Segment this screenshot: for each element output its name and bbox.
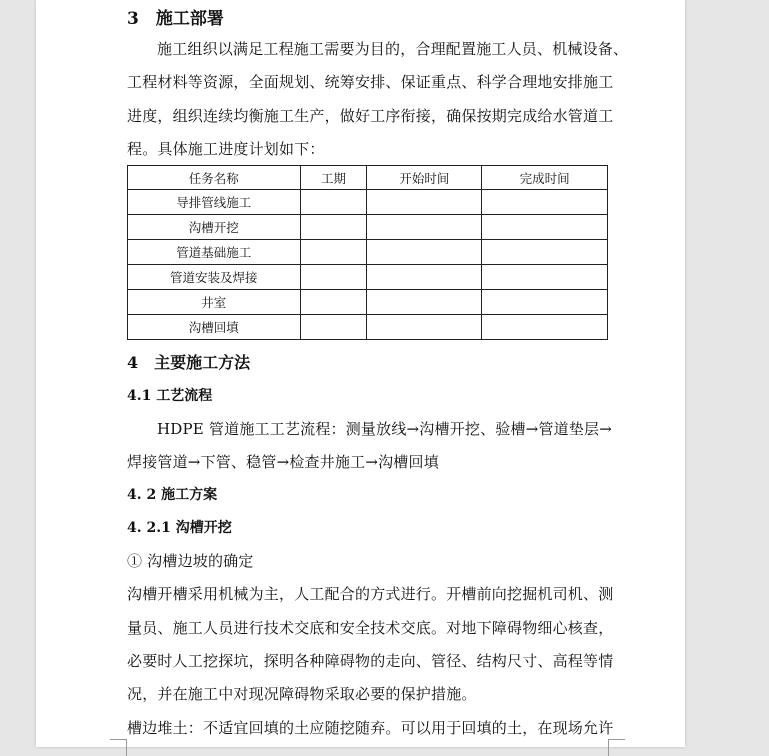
crop-mark-bottom-left xyxy=(110,739,127,756)
table-header-row xyxy=(128,166,608,190)
section-4-2-1-heading: 4. 2.1 沟槽开挖 xyxy=(127,520,232,536)
document-page xyxy=(36,0,685,747)
section-4-2-1-para-line-4: 况，并在施工中对现况障碍物采取必要的保护措施。 xyxy=(127,685,477,703)
schedule-table xyxy=(127,165,608,340)
end-time-cell xyxy=(482,215,608,240)
section-4-1-heading: 4.1 工艺流程 xyxy=(127,388,213,404)
end-time-cell xyxy=(482,290,608,315)
start-time-cell xyxy=(367,240,482,265)
end-time-cell xyxy=(482,265,608,290)
duration-cell xyxy=(300,240,367,265)
end-time-cell xyxy=(482,190,608,215)
duration-cell xyxy=(300,265,367,290)
section-4-heading: 4 主要施工方法 xyxy=(127,353,251,372)
end-time-cell xyxy=(482,240,608,265)
header-start-time: 开始时间 xyxy=(367,166,482,190)
table-row xyxy=(128,190,608,215)
crop-mark-bottom-right xyxy=(608,739,625,756)
duration-cell xyxy=(300,290,367,315)
section-4-2-1-para-line-2: 量员、施工人员进行技术交底和安全技术交底。对地下障碍物细心核查， xyxy=(127,619,614,637)
table-row xyxy=(128,265,608,290)
section-4-2-heading: 4. 2 施工方案 xyxy=(127,487,218,503)
section-3-para-line-1: 施工组织以满足工程施工需要为目的，合理配置施工人员、机械设备、 xyxy=(157,40,629,58)
end-time-cell xyxy=(482,315,608,340)
table-row xyxy=(128,290,608,315)
header-end-time: 完成时间 xyxy=(482,166,608,190)
task-name-cell: 沟槽回填 xyxy=(128,315,301,340)
header-duration: 工期 xyxy=(300,166,367,190)
start-time-cell xyxy=(367,290,482,315)
section-4-2-1-para2-line-1: 槽边堆土：不适宜回填的土应随挖随弃。可以用于回填的土，在现场允许 xyxy=(127,719,614,737)
section-3-heading: 3 施工部署 xyxy=(127,9,224,29)
table-row xyxy=(128,215,608,240)
start-time-cell xyxy=(367,265,482,290)
section-3-para-line-2: 工程材料等资源，全面规划、统筹安排、保证重点、科学合理地安排施工 xyxy=(127,73,614,91)
start-time-cell xyxy=(367,190,482,215)
duration-cell xyxy=(300,190,367,215)
duration-cell xyxy=(300,215,367,240)
table-row xyxy=(128,315,608,340)
task-name-cell: 导排管线施工 xyxy=(128,190,301,215)
task-name-cell: 管道基础施工 xyxy=(128,240,301,265)
section-3-para-line-3: 进度，组织连续均衡施工生产，做好工序衔接，确保按期完成给水管道工 xyxy=(127,107,614,125)
duration-cell xyxy=(300,315,367,340)
task-name-cell: 井室 xyxy=(128,290,301,315)
section-4-2-1-para-line-1: 沟槽开槽采用机械为主，人工配合的方式进行。开槽前向挖掘机司机、测 xyxy=(127,585,614,603)
table-row xyxy=(128,240,608,265)
list-item-1: ① 沟槽边坡的确定 xyxy=(127,552,254,570)
section-4-1-para-line-1: HDPE 管道施工工艺流程：测量放线→沟槽开挖、验槽→管道垫层→ xyxy=(157,420,613,438)
start-time-cell xyxy=(367,215,482,240)
section-3-para-line-4: 程。具体施工进度计划如下： xyxy=(127,140,325,158)
section-4-1-para-line-2: 焊接管道→下管、稳管→检查井施工→沟槽回填 xyxy=(127,453,439,471)
section-4-2-1-para-line-3: 必要时人工挖探坑，探明各种障碍物的走向、管径、结构尺寸、高程等情 xyxy=(127,652,614,670)
task-name-cell: 沟槽开挖 xyxy=(128,215,301,240)
header-task-name: 任务名称 xyxy=(128,166,301,190)
start-time-cell xyxy=(367,315,482,340)
task-name-cell: 管道安装及焊接 xyxy=(128,265,301,290)
